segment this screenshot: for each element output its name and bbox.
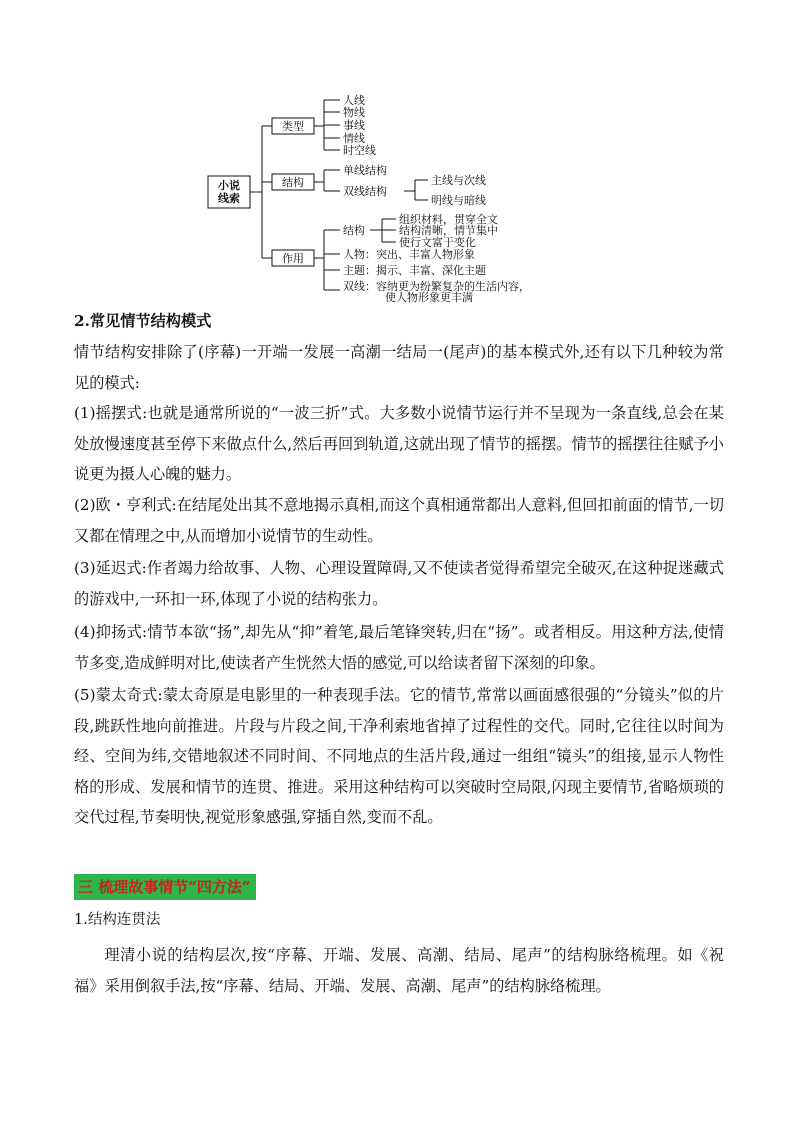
mode-contrast: (4)抑扬式:情节本欲“扬”,却先从“抑”着笔,最后笔锋突转,归在“扬”。或者相反。用这种方法,使情节多变,造成鲜明对比,使读者产生恍然大悟的感觉,可以给读者留下深刻的印象。 [74,623,724,672]
diagram-function-people: 人物：突出、丰富人物形象 [343,248,475,261]
diagram-function-theme: 主题：揭示、丰富、深化主题 [343,264,486,277]
diagram-type-item: 情线 [343,132,365,145]
method-1-title: 1.结构连贯法 [74,912,161,928]
diagram-structure-item: 双线结构 [343,185,387,198]
diagram-structure-sub: 主线与次线 [431,174,486,187]
method-1-text: 理清小说的结构层次,按“序幕、开端、发展、高潮、结局、尾声”的结构脉络梳理。如《祝福》采用倒叙手法,按“序幕、结局、开端、发展、高潮、尾声”的结构脉络梳理。 [74,946,724,995]
diagram-function-double-cont: 使人物形象更丰满 [385,291,473,303]
section-3-heading: 三 梳理故事情节“四方法” [74,874,256,900]
diagram-function-sub: 组织材料，贯穿全文 [399,213,498,226]
clue-diagram [200,88,600,303]
diagram-type-item: 物线 [343,106,365,119]
diagram-type-item: 人线 [343,94,365,107]
diagram-root-line1: 小说 [218,179,240,192]
diagram-root-line2: 线索 [218,192,240,205]
diagram-function-double: 双线：容纳更为纷繁复杂的生活内容， [343,280,530,293]
mode-ohenry: (2)欧・亨利式:在结尾处出其不意地揭示真相,而这个真相通常都出人意料,但回扣前面的情节,一切又都在情理之中,从而增加小说情节的生动性。 [74,496,724,545]
diagram-type-item: 时空线 [343,144,376,157]
diagram-type-item: 事线 [343,119,365,132]
intro-paragraph: 情节结构安排除了(序幕)一开端一发展一高潮一结局一(尾声)的基本模式外,还有以下几种较为常见的模式: [74,343,724,392]
diagram-branch-structure: 结构 [282,176,304,189]
diagram-branch-function: 作用 [282,252,304,265]
diagram-function-sub: 结构清晰，情节集中 [399,224,498,237]
mode-swing: (1)摇摆式:也就是通常所说的“一波三折”式。大多数小说情节运行并不呈现为一条直线,总会在某处放慢速度甚至停下来做点什么,然后再回到轨道,这就出现了情节的摇摆。情节的摇摆往往赋予小说更为摄人心魄的魅力。 [74,404,724,483]
diagram-structure-sub: 明线与暗线 [431,194,486,207]
mode-montage: (5)蒙太奇式:蒙太奇原是电影里的一种表现手法。它的情节,常常以画面感很强的“分镜头”似的片段,跳跃性地向前推进。片段与片段之间,干净利索地省掉了过程性的交代。同时,它往往以时间为经、空间为纬,交错地叙述不同时间、不同地点的生活片段,通过一组组“镜头”的组接,显示人物性格的形成、发展和情节的连贯、推进。采用这种结构可以突破时空局限,闪现主要情节,省略烦琐的交代过程,节奏明快,视觉形象感强,穿插自然,变而不乱。 [74,686,724,826]
heading-2: 2.常见情节结构模式 [74,312,212,330]
diagram-function-sub: 使行文富于变化 [399,236,476,249]
mode-delay: (3)延迟式:作者竭力给故事、人物、心理设置障碍,又不使读者觉得希望完全破灭,在这种捉迷藏式的游戏中,一环扣一环,体现了小说的结构张力。 [74,559,724,608]
diagram-structure-item: 单线结构 [343,164,387,177]
diagram-branch-type: 类型 [282,120,304,133]
diagram-function-structure: 结构 [343,224,365,237]
